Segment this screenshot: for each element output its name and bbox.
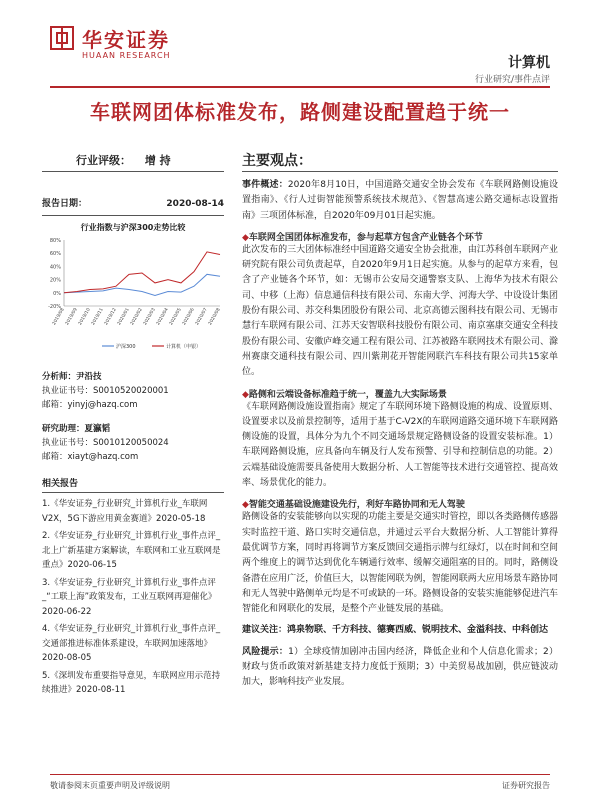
footer-label: 证券研究报告 (502, 781, 550, 790)
y-tick-label: -20% (48, 304, 61, 310)
summary-text: 2020年8月10日，中国道路交通安全协会发布《车联网路侧设施设置指南》、《行人过街智能预警系统技术规范》、《智慧高速公路交通标志设置指南》三项团体标准，自2020年09月01日起实施。 (242, 180, 558, 221)
report-title: 车联网团体标准发布，路侧建设配置趋于统一 (90, 100, 510, 124)
bullet-icon: ◆ (242, 500, 249, 511)
section-2-title: 路侧和云端设备标准趋于统一，覆盖九大实际场景 (248, 389, 447, 400)
header-divider (50, 86, 550, 88)
series-line-0 (64, 274, 220, 295)
brand-name-en: HUAAN RESEARCH (82, 51, 171, 60)
x-tick-label: 2020/08 (208, 307, 222, 327)
analyst-info (42, 370, 224, 464)
x-tick-label: 2019/10 (78, 307, 92, 327)
rating-row (42, 150, 224, 172)
analyst-label: 分析师： (42, 372, 77, 382)
section-2-body: 《车联网路侧设施设置指南》规定了车联网环境下路侧设施的构成、设置原则、设置要求以及前景控制等，适用于基于C-V2X的车联网道路交通环境下车联网路侧设施的设置，具体分为九个不同交通场景规定路侧设备的设置安装标准。1）车联网路侧设施，应具备向车辆及行人发布预警、引导和控制信息的功能。2）云端基础设施需要具备使用大数据分析、人工智能等技术进行交通管控、提高效率、场景优化的能力。 (242, 401, 558, 489)
y-tick-label: 60% (49, 251, 61, 258)
section-3-body: 路侧设备的安装能够向以实现的功能主要是交通实时管控，即以各类路侧传感器实时监控干道、路口实时交通信息，并通过云平台大数据分析、人工智能计算得最优调节方案，同时再将调节方案反馈回交通指示牌与红绿灯，以在时间和空间两个维度上的调节达到优化车辆通行效率、缓解交通阻塞的目的。同时，路侧设备潜在应用广泛，价值巨大，以智能网联为例，智能网联两大应用场景车路协同和无人驾驶中路侧单元均是不可或缺的一环。路侧设备的安装实施能够促进汽车智能化和网联化的发展，是整个产业链发展的基础。 (242, 512, 558, 615)
series-line-1 (64, 252, 220, 293)
risk-text: 1）全球疫情加剧冲击国内经济，降低企业和个人信息化需求；2）财政与货币政策对新基建支持力度低于预期；3）中美贸易战加剧，供应链波动加大，影响科技产业发展。 (242, 646, 558, 688)
index-comparison-chart (42, 236, 224, 356)
related-report-item[interactable]: 4.《华安证券_行业研究_计算机行业_事件点评_交通部推进标准体系建设，车联网加速落地》2020-08-05 (42, 624, 221, 663)
bullet-icon: ◆ (242, 232, 249, 243)
x-tick-label: 2020/02 (130, 307, 144, 327)
y-tick-label: 40% (49, 264, 61, 271)
main-heading: 主要观点： (242, 150, 558, 172)
section-2-heading (242, 387, 558, 400)
related-reports-title: 相关报告 (42, 476, 224, 493)
section-1-body: 此次发布的三大团体标准经中国道路交通安全协会批准，由江苏科创车联网产业研究院有限公司负责起草，自2020年9月1日起实施。从参与的起草方来看，包含了产业链各个环节，如：无锡市公安局交通警察支队、上海华为技术有限公司、中移（上海）信息通信科技有限公司、东南大学、河海大学、中设设计集团股份有限公司、苏交科集团股份有限公司、北京高德云图科技有限公司、无锡市慧行车联网有限公司、江苏天安智联科技股份有限公司、南京塞康交通安全科技股份有限公司、安徽庐峰交通工程有限公司、江苏被路车联网技术有限公司、滁州赛康交通科技有限公司、四川紫荆花开智能网联汽车科技有限公司共15家单位。 (242, 244, 558, 378)
related-report-item[interactable]: 5.《深圳发布重要指导意见，车联网应用示范持续推进》2020-08-11 (42, 670, 221, 695)
section-1-heading (242, 230, 558, 243)
y-tick-label: 20% (49, 277, 61, 284)
x-tick-label: 2020/07 (195, 307, 209, 327)
x-tick-label: 2020/03 (143, 307, 157, 327)
x-tick-label: 2019/09 (65, 307, 79, 327)
analyst-email[interactable]: 邮箱：yinyj@hazq.com (42, 400, 138, 410)
section-3-title: 智能交通基础设施建设先行，利好车路协同和无人驾驶 (248, 500, 465, 511)
legend-label: 沪深300 (116, 344, 136, 350)
date-value: 2020-08-14 (166, 199, 224, 209)
summary-label: 事件概述： (242, 180, 288, 190)
x-tick-label: 2019/12 (104, 307, 118, 327)
analyst-name: 尹沿技 (76, 372, 102, 382)
date-label: 报告日期： (42, 199, 88, 209)
x-tick-label: 2020/05 (169, 307, 183, 327)
footer-disclaimer: 敬请参阅末页重要声明及评级说明 (50, 781, 170, 790)
risk-paragraph (242, 645, 558, 691)
rating-value: 增 持 (144, 154, 171, 167)
x-tick-label: 2019/08 (52, 307, 66, 327)
suggest-paragraph (242, 623, 558, 638)
x-tick-label: 2020/04 (156, 307, 170, 327)
assistant-email[interactable]: 邮箱：xiayt@hazq.com (42, 452, 139, 462)
rating-label: 行业评级： (76, 154, 131, 167)
section-3-heading (242, 497, 558, 510)
y-tick-label: 0% (53, 290, 61, 297)
chart-title: 行业指数与沪深300走势比较 (80, 223, 186, 232)
brand-name-cn: 华安证券 (82, 28, 170, 52)
related-reports-list (42, 497, 224, 698)
main-content (242, 150, 558, 691)
brand-logo-icon (50, 26, 74, 50)
assistant-label: 研究助理： (42, 424, 85, 434)
related-report-item[interactable]: 2.《华安证券_行业研究_计算机行业_事件点评_北上广新基建方案解读，车联网和工业互联网是重点》2020-06-15 (42, 531, 221, 570)
report-type: 行业研究/事件点评 (474, 75, 550, 85)
y-tick-label: 80% (49, 238, 61, 244)
risk-label: 风险提示： (242, 646, 289, 657)
chart-svg (42, 236, 224, 356)
bullet-icon: ◆ (242, 389, 249, 400)
suggest-label: 建议关注： (242, 625, 288, 636)
related-report-item[interactable]: 3.《华安证券_行业研究_计算机行业_事件点评_“工联上海”政策发布，工业互联网再迎催化》2020-06-22 (42, 577, 217, 617)
sidebar (42, 150, 224, 701)
summary-paragraph (242, 178, 558, 224)
x-tick-label: 2020/01 (117, 307, 131, 327)
footer-divider (50, 774, 550, 775)
industry-label: 计算机 (508, 55, 550, 71)
suggest-text: 鸿泉物联、千方科技、德赛西威、锐明技术、金溢科技、中科创达 (287, 625, 549, 636)
legend-label: 计算机（申银） (166, 344, 202, 350)
report-date-row (42, 192, 224, 216)
x-tick-label: 2020/06 (182, 307, 196, 327)
analyst-cert: 执业证书号：S0010520020001 (42, 386, 169, 396)
section-1-title: 车联网全国团体标准发布，参与起草方包含产业链各个环节 (248, 232, 483, 243)
assistant-name: 夏瀛韬 (84, 424, 111, 434)
related-report-item[interactable]: 1.《华安证券_行业研究_计算机行业_车联网V2X，5G下游应用黄金赛道》2020-05-18 (42, 499, 208, 524)
x-tick-label: 2019/11 (91, 307, 105, 327)
assistant-cert: 执业证书号：S0010120050024 (42, 438, 169, 448)
